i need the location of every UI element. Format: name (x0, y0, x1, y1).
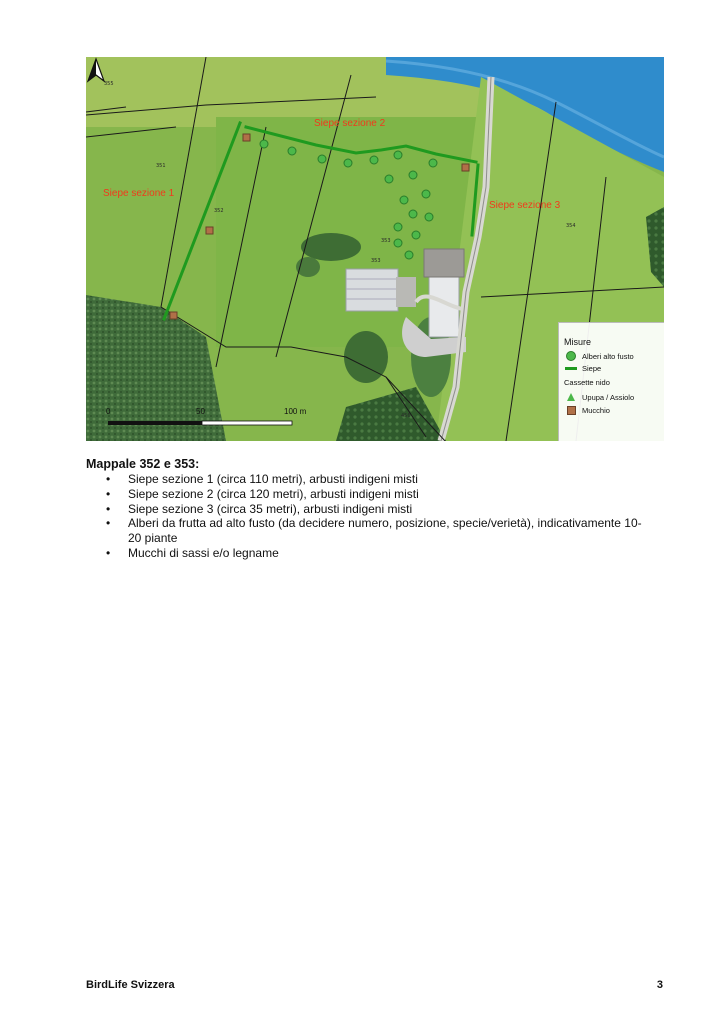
bullet-icon: • (106, 501, 111, 516)
tree-circle-icon (565, 351, 577, 361)
list-item (86, 502, 646, 517)
site-map (86, 57, 664, 441)
list-item (86, 487, 646, 502)
legend-row-trees (565, 350, 634, 362)
list-item-text: Mucchi di sassi e/o legname (128, 545, 279, 560)
label-siepe-sezione-2: Siepe sezione 2 (314, 118, 386, 129)
hedge-line-icon (565, 363, 577, 373)
scale-label-50: 50 (196, 407, 205, 416)
legend-row-hedge (565, 362, 601, 374)
legend-hoopoe-label: Upupa / Assiolo (582, 392, 635, 402)
legend-pile-label: Mucchio (582, 405, 610, 415)
list-item-text: Siepe sezione 2 (circa 120 metri), arbusti indigeni misti (128, 486, 419, 501)
measures-list (86, 472, 646, 561)
scale-label-100: 100 m (284, 407, 307, 416)
nest-box-triangle-icon (565, 392, 577, 402)
list-item-text: Siepe sezione 1 (circa 110 metri), arbusti indigeni misti (128, 472, 418, 486)
svg-text:352: 352 (214, 208, 224, 214)
svg-text:456: 456 (401, 413, 411, 419)
svg-text:351: 351 (156, 163, 166, 169)
section-heading: Mappale 352 e 353: (86, 457, 200, 471)
legend-trees-label: Alberi alto fusto (582, 351, 634, 361)
list-item-text: Siepe sezione 3 (circa 35 metri), arbusti indigeni misti (128, 501, 413, 516)
svg-text:353: 353 (371, 258, 381, 264)
svg-text:355: 355 (104, 81, 114, 87)
list-item (86, 472, 646, 487)
scale-label-0: 0 (106, 407, 111, 416)
bullet-icon: • (106, 545, 111, 560)
legend-title: Misure (564, 337, 592, 347)
pile-square-icon (565, 405, 577, 415)
legend-row-pile (565, 404, 610, 416)
map-legend (558, 322, 664, 441)
legend-hedge-label: Siepe (582, 363, 602, 373)
list-item (86, 516, 646, 546)
bullet-icon: • (106, 486, 111, 501)
bullet-icon: • (106, 516, 111, 531)
legend-nest-boxes-heading: Cassette nido (564, 378, 610, 387)
legend-row-hoopoe (565, 391, 634, 403)
svg-text:354: 354 (566, 223, 576, 229)
svg-text:353: 353 (381, 238, 391, 244)
label-siepe-sezione-3: Siepe sezione 3 (489, 200, 561, 211)
list-item-text: Alberi da frutta ad alto fusto (da decidere numero, posizione, specie/verietà), indicativamente 10-20 piante (128, 516, 642, 546)
footer-organization: BirdLife Svizzera (86, 979, 175, 991)
label-siepe-sezione-1: Siepe sezione 1 (103, 188, 175, 199)
bullet-icon: • (106, 472, 111, 486)
list-item (86, 546, 646, 561)
page-number: 3 (656, 979, 663, 991)
north-arrow-icon (86, 57, 106, 85)
